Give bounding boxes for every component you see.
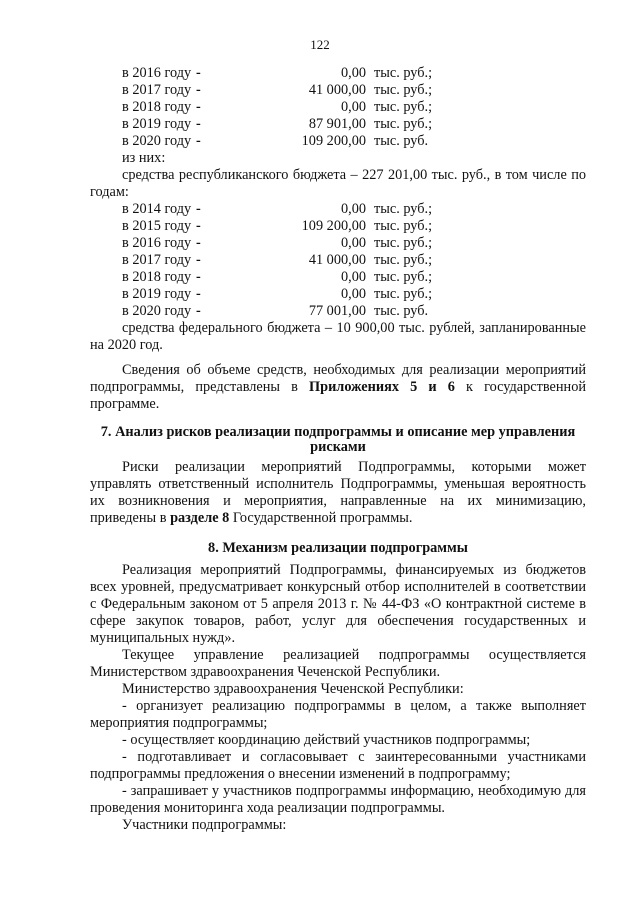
funding-row <box>90 303 586 320</box>
republic-budget-text: средства республиканского бюджета – 227 201,00 тыс. руб., в том числе по годам: <box>90 167 586 200</box>
funding-unit: тыс. руб. <box>374 303 429 319</box>
section-7-reference: разделе 8 <box>170 510 230 526</box>
funding-amount: 87 901,00 <box>308 116 366 132</box>
funding-row <box>90 133 586 150</box>
funding-unit: тыс. руб.; <box>374 269 433 285</box>
list-item: - организует реализацию подпрограммы в целом, а также выполняет мероприятия подпрограммы; <box>90 698 586 731</box>
funding-amount: 41 000,00 <box>308 82 366 98</box>
responsibilities-list <box>90 698 586 817</box>
funding-dash: - <box>196 218 201 234</box>
funding-year: в 2016 году <box>122 65 192 81</box>
section-8-paragraph: Реализация мероприятий Подпрограммы, финансируемых из бюджетов всех уровней, предусматривает конкурсный отбор исполнителей в соответствии с Федеральным законом от 5 апреля 2013 г. № 44-ФЗ «О контрактной системе в сфере закупок товаров, работ, услуг для обеспечения государственных и муниципальных нужд». <box>90 562 586 646</box>
funding-amount: 41 000,00 <box>308 252 366 268</box>
funding-unit: тыс. руб.; <box>374 65 433 81</box>
funding-year: в 2019 году <box>122 286 192 302</box>
funding-dash: - <box>196 269 201 285</box>
funding-year: в 2016 году <box>122 235 192 251</box>
section-8-paragraph: Текущее управление реализацией подпрограммы осуществляется Министерством здравоохранения Чеченской Республики. <box>90 647 586 680</box>
federal-budget-text: средства федерального бюджета – 10 900,00 тыс. рублей, запланированные на 2020 год. <box>90 320 586 353</box>
funding-amount: 77 001,00 <box>308 303 366 319</box>
funding-table-republic <box>90 201 586 320</box>
funding-amount: 109 200,00 <box>301 218 366 234</box>
funding-table-total <box>90 65 586 150</box>
funding-row <box>90 116 586 133</box>
funding-dash: - <box>196 133 201 149</box>
funding-year: в 2017 году <box>122 82 192 98</box>
funding-dash: - <box>196 286 201 302</box>
funding-row <box>90 235 586 252</box>
funding-dash: - <box>196 252 201 268</box>
funding-dash: - <box>196 201 201 217</box>
funding-dash: - <box>196 99 201 115</box>
funding-year: в 2015 году <box>122 218 192 234</box>
of-them-label: из них: <box>122 150 166 166</box>
funding-dash: - <box>196 235 201 251</box>
funding-dash: - <box>196 303 201 319</box>
spacer <box>90 354 586 362</box>
funding-year: в 2018 году <box>122 99 192 115</box>
funding-unit: тыс. руб. <box>374 133 429 149</box>
document-body <box>90 65 586 834</box>
funding-row <box>90 218 586 235</box>
funding-row <box>90 252 586 269</box>
funding-unit: тыс. руб.; <box>374 99 433 115</box>
section-8-paragraph: Министерство здравоохранения Чеченской Республики: <box>122 681 464 697</box>
funding-dash: - <box>196 82 201 98</box>
spacer <box>90 527 586 541</box>
funding-year: в 2014 году <box>122 201 192 217</box>
funding-year: в 2017 году <box>122 252 192 268</box>
funding-unit: тыс. руб.; <box>374 235 433 251</box>
funding-amount: 0,00 <box>340 269 366 285</box>
funding-unit: тыс. руб.; <box>374 218 433 234</box>
funding-row <box>90 286 586 303</box>
funding-amount: 0,00 <box>340 286 366 302</box>
list-item: - подготавливает и согласовывает с заинтересованными участниками подпрограммы предложения о внесении изменений в подпрограмму; <box>90 749 586 782</box>
list-item: - запрашивает у участников подпрограммы информацию, необходимую для проведения мониторинга хода реализации подпрограммы. <box>90 783 586 816</box>
funding-row <box>90 99 586 116</box>
funding-unit: тыс. руб.; <box>374 286 433 302</box>
funding-unit: тыс. руб.; <box>374 201 433 217</box>
section-7-paragraph <box>90 459 586 527</box>
list-item: - осуществляет координацию действий участников подпрограммы; <box>122 732 531 748</box>
funding-dash: - <box>196 116 201 132</box>
section-8-paragraph: Участники подпрограммы: <box>122 817 287 833</box>
funding-row <box>90 82 586 99</box>
section-7-heading: 7. Анализ рисков реализации подпрограммы и описание мер управления рисками <box>100 424 576 455</box>
funding-unit: тыс. руб.; <box>374 82 433 98</box>
appendix-paragraph <box>90 362 586 413</box>
funding-amount: 0,00 <box>340 201 366 217</box>
funding-amount: 0,00 <box>340 65 366 81</box>
funding-row <box>90 269 586 286</box>
section-7-text-after: Государственной программы. <box>229 510 413 526</box>
appendix-text-after: к государственной программе. <box>90 379 586 412</box>
funding-unit: тыс. руб.; <box>374 116 433 132</box>
funding-amount: 0,00 <box>340 99 366 115</box>
section-8-heading: 8. Механизм реализации подпрограммы <box>208 540 468 556</box>
funding-unit: тыс. руб.; <box>374 252 433 268</box>
page-number: 122 <box>310 37 330 52</box>
funding-amount: 0,00 <box>340 235 366 251</box>
section-7-text-before: Риски реализации мероприятий Подпрограммы, которыми может управлять ответственный исполнитель Подпрограммы, уменьшая вероятность их возникновения и мероприятия, направленные на их минимизацию, приведены в <box>90 459 586 526</box>
funding-year: в 2020 году <box>122 133 192 149</box>
funding-amount: 109 200,00 <box>301 133 366 149</box>
funding-year: в 2018 году <box>122 269 192 285</box>
funding-year: в 2020 году <box>122 303 192 319</box>
funding-row <box>90 201 586 218</box>
funding-row <box>90 65 586 82</box>
funding-dash: - <box>196 65 201 81</box>
appendix-reference: Приложениях 5 и 6 <box>309 379 455 395</box>
funding-year: в 2019 году <box>122 116 192 132</box>
appendix-text-before: Сведения об объеме средств, необходимых для реализации мероприятий подпрограммы, представлены в <box>90 362 586 395</box>
